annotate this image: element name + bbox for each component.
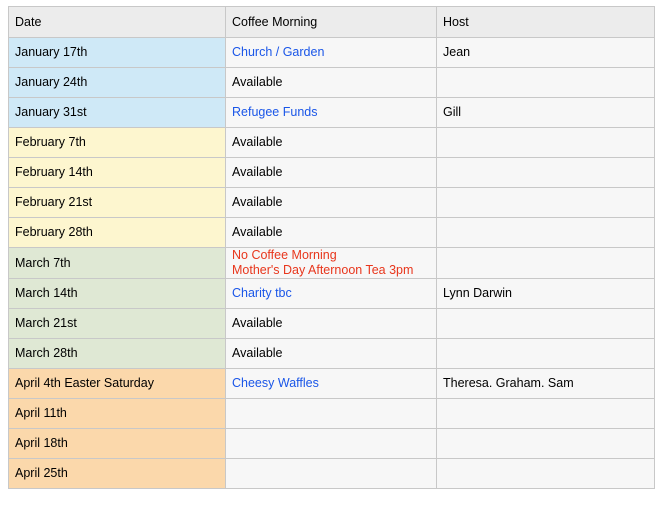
cell-host [437, 68, 655, 98]
table-header-row [9, 7, 655, 38]
cell-date: April 4th Easter Saturday [9, 369, 226, 399]
cell-host [437, 218, 655, 248]
coffee-morning-schedule-table [8, 6, 655, 489]
cell-date: February 7th [9, 128, 226, 158]
cell-coffee-morning [226, 158, 437, 188]
column-header-date: Date [9, 7, 226, 38]
table-row [9, 369, 655, 399]
table-row [9, 279, 655, 309]
cell-coffee-morning[interactable] [226, 38, 437, 68]
cell-host: Jean [437, 38, 655, 68]
cell-date: March 28th [9, 339, 226, 369]
cell-date: February 14th [9, 158, 226, 188]
cell-host [437, 339, 655, 369]
table-row [9, 429, 655, 459]
event-label: No Coffee Morning [232, 248, 337, 262]
table-row [9, 68, 655, 98]
event-label: Church / Garden [232, 45, 325, 59]
cell-host: Lynn Darwin [437, 279, 655, 309]
table-row [9, 38, 655, 68]
table-row [9, 98, 655, 128]
event-label: Cheesy Waffles [232, 376, 319, 390]
event-label: Available [232, 195, 283, 209]
event-label: Available [232, 316, 283, 330]
cell-coffee-morning [226, 309, 437, 339]
cell-host: Theresa. Graham. Sam [437, 369, 655, 399]
event-label: Available [232, 225, 283, 239]
cell-host [437, 309, 655, 339]
cell-date: March 21st [9, 309, 226, 339]
cell-host [437, 429, 655, 459]
cell-coffee-morning [226, 218, 437, 248]
cell-coffee-morning [226, 248, 437, 279]
cell-coffee-morning[interactable] [226, 279, 437, 309]
event-label: Available [232, 346, 283, 360]
table-body [9, 38, 655, 489]
cell-host [437, 459, 655, 489]
table-row [9, 399, 655, 429]
table-row [9, 248, 655, 279]
cell-date: March 14th [9, 279, 226, 309]
column-header-coffee-morning: Coffee Morning [226, 7, 437, 38]
cell-date: January 31st [9, 98, 226, 128]
cell-coffee-morning [226, 399, 437, 429]
cell-host: Gill [437, 98, 655, 128]
cell-coffee-morning [226, 188, 437, 218]
cell-coffee-morning [226, 339, 437, 369]
cell-coffee-morning [226, 459, 437, 489]
cell-host [437, 158, 655, 188]
table-header [9, 7, 655, 38]
cell-coffee-morning[interactable] [226, 98, 437, 128]
cell-date: April 25th [9, 459, 226, 489]
event-label: Available [232, 135, 283, 149]
cell-date: February 28th [9, 218, 226, 248]
event-label: Charity tbc [232, 286, 292, 300]
event-label-secondary: Mother's Day Afternoon Tea 3pm [232, 263, 414, 277]
event-label: Available [232, 75, 283, 89]
cell-coffee-morning [226, 429, 437, 459]
table-row [9, 339, 655, 369]
cell-coffee-morning [226, 68, 437, 98]
cell-date: March 7th [9, 248, 226, 279]
cell-date: February 21st [9, 188, 226, 218]
table-row [9, 158, 655, 188]
table-row [9, 309, 655, 339]
cell-date: January 17th [9, 38, 226, 68]
table-row [9, 459, 655, 489]
cell-date: January 24th [9, 68, 226, 98]
event-label: Refugee Funds [232, 105, 318, 119]
event-label: Available [232, 165, 283, 179]
cell-date: April 18th [9, 429, 226, 459]
table-row [9, 188, 655, 218]
cell-coffee-morning[interactable] [226, 369, 437, 399]
cell-coffee-morning [226, 128, 437, 158]
table-row [9, 218, 655, 248]
cell-host [437, 188, 655, 218]
table-row [9, 128, 655, 158]
cell-host [437, 128, 655, 158]
column-header-host: Host [437, 7, 655, 38]
cell-date: April 11th [9, 399, 226, 429]
cell-host [437, 399, 655, 429]
cell-host [437, 248, 655, 279]
